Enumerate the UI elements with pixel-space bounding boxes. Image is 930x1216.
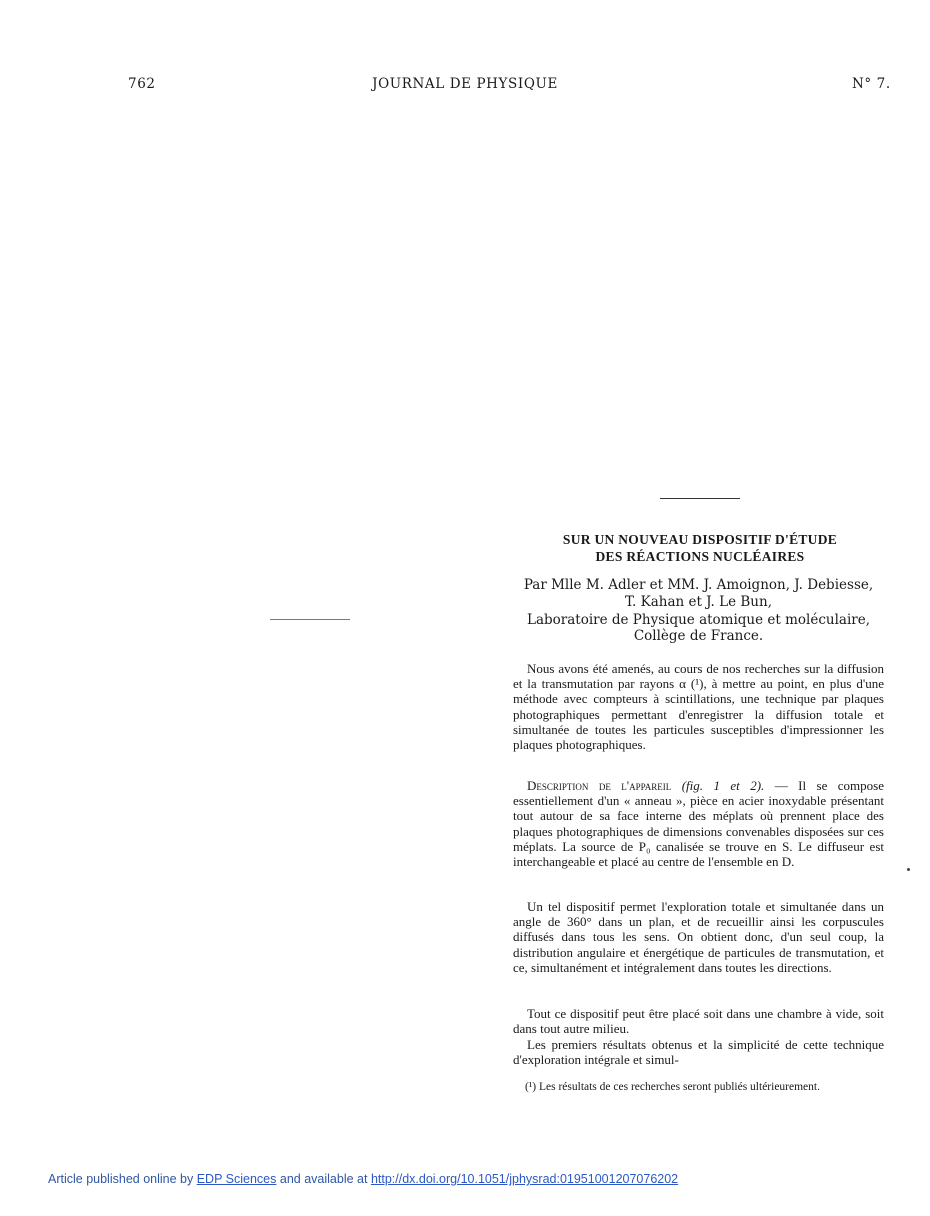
publication-footer: [48, 1172, 678, 1186]
affiliation-line2: Collège de France.: [633, 628, 764, 644]
publisher-link[interactable]: EDP Sciences: [196, 1172, 277, 1186]
footer-prefix: Article published online by: [48, 1172, 194, 1186]
paragraph-chamber-text: Tout ce dispositif peut être placé soit dans une chambre à vide, soit dans tout autre milieu.: [513, 1006, 884, 1037]
paragraph-exploration-text: Un tel dispositif permet l'exploration totale et simultanée dans un angle de 360° dans un plan, et de recueillir ainsi les corpuscules diffusés dans tous les sens. On obtient donc, d'un seul coup, la distribution angulaire et énergétique de particules de transmutation, et ce, simultanément et intégralement dans toutes les directions.: [513, 899, 884, 975]
section-heading: Description de l'appareil: [527, 778, 672, 793]
paragraph-results: [513, 1037, 884, 1067]
separator-rule-left: [270, 619, 350, 620]
figure-reference: (fig. 1 et 2).: [681, 778, 765, 793]
paragraph-description-text: — Il se compose essentiellement d'un « anneau », pièce en acier inoxydable présentant tout autour de sa face interne des méplats où prennent place des plaques photographiques de dimensions convenables disposées sur ces méplats. La source de P₀ canalisée se trouve en S. Le diffuseur est interchangeable et placé au centre de l'ensemble en D.: [513, 778, 884, 870]
authors-line1: Par Mlle M. Adler et MM. J. Amoignon, J. Debiesse,: [523, 577, 874, 593]
paragraph-intro: [513, 661, 884, 752]
page-number: 762: [128, 76, 156, 92]
affiliation-line1: Laboratoire de Physique atomique et moléculaire,: [526, 612, 871, 628]
article-title-line1: SUR UN NOUVEAU DISPOSITIF D'ÉTUDE: [562, 532, 838, 547]
paragraph-results-text: Les premiers résultats obtenus et la simplicité de cette technique d'exploration intégrale et simul-: [513, 1037, 884, 1068]
doi-link[interactable]: http://dx.doi.org/10.1051/jphysrad:01951001207076202: [370, 1172, 679, 1186]
paragraph-description: [513, 778, 884, 869]
footnote: [513, 1080, 884, 1094]
paragraph-chamber: [513, 1006, 884, 1036]
authors-line2: T. Kahan et J. Le Bun,: [625, 594, 772, 610]
journal-title: JOURNAL DE PHYSIQUE: [372, 76, 558, 92]
paragraph-exploration: [513, 899, 884, 975]
footer-middle: and available at: [279, 1172, 368, 1186]
paragraph-intro-text: Nous avons été amenés, au cours de nos recherches sur la diffusion et la transmutation par rayons α (¹), à mettre au point, en plus d'une méthode avec compteurs à scintillations, une technique par plaques photographiques permettant d'enregistrer la diffusion totale et simultanée de toutes les particules susceptibles d'impressionner les plaques photographiques.: [513, 661, 884, 753]
article-title-line2: DES RÉACTIONS NUCLÉAIRES: [595, 549, 805, 564]
issue-number: N° 7.: [852, 76, 891, 92]
separator-rule-right: [660, 498, 740, 499]
margin-dot: [907, 868, 910, 871]
footnote-text: (¹) Les résultats de ces recherches seront publiés ultérieurement.: [525, 1081, 820, 1093]
